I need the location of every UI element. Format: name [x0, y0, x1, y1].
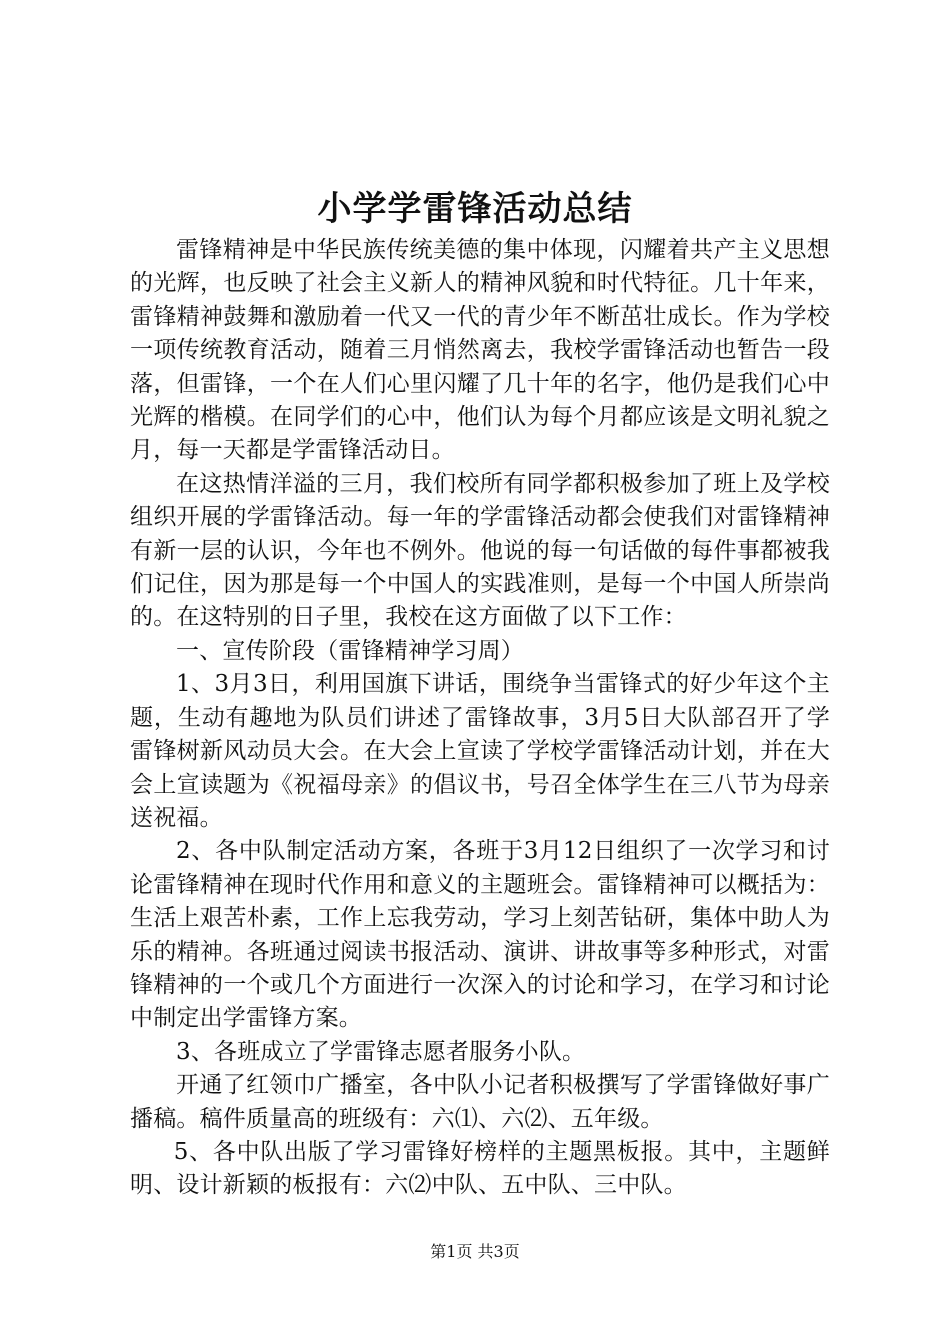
paragraph-item-5: 5、各中队出版了学习雷锋好榜样的主题黑板报。其中，主题鲜明、设计新颖的板报有：六⑵中队、五中队、三中队。: [130, 1138, 830, 1199]
paragraph-item-1: 1、3月3日，利用国旗下讲话，围绕争当雷锋式的好少年这个主题，生动有趣地为队员们讲述了雷锋故事，3月5日大队部召开了学雷锋树新风动员大会。在大会上宣读了学校学雷锋活动计划，并在大会上宣读题为《祝福母亲》的倡议书，号召全体学生在三八节为母亲送祝福。: [130, 671, 830, 831]
section-heading-publicity: 一、宣传阶段（雷锋精神学习周）: [176, 637, 524, 664]
paragraph-item-3: 3、各班成立了学雷锋志愿者服务小队。: [176, 1038, 586, 1065]
document-title: 小学学雷锋活动总结: [317, 189, 633, 229]
paragraph-march-activities: 在这热情洋溢的三月，我们校所有同学都积极参加了班上及学校组织开展的学雷锋活动。每一年的学雷锋活动都会使我们对雷锋精神有新一层的认识，今年也不例外。他说的每一句话做的每件事都被我们记住，因为那是每一个中国人的实践准则，是每一个中国人所崇尚的。在这特别的日子里，我校在这方面做了以下工作：: [130, 470, 830, 631]
paragraph-item-2: 2、各中队制定活动方案，各班于3月12日组织了一次学习和讨论雷锋精神在现时代作用和意义的主题班会。雷锋精神可以概括为：生活上艰苦朴素，工作上忘我劳动，学习上刻苦钻研，集体中助人为乐的精神。各班通过阅读书报活动、演讲、讲故事等多种形式，对雷锋精神的一个或几个方面进行一次深入的讨论和学习，在学习和讨论中制定出学雷锋方案。: [130, 838, 830, 1032]
paragraph-intro: 雷锋精神是中华民族传统美德的集中体现，闪耀着共产主义思想的光辉，也反映了社会主义新人的精神风貌和时代特征。几十年来，雷锋精神鼓舞和激励着一代又一代的青少年不断茁壮成长。作为学校一项传统教育活动，随着三月悄然离去，我校学雷锋活动也暂告一段落，但雷锋，一个在人们心里闪耀了几十年的名字，他仍是我们心中光辉的楷模。在同学们的心中，他们认为每个月都应该是文明礼貌之月，每一天都是学雷锋活动日。: [130, 237, 830, 464]
paragraph-broadcast: 开通了红领巾广播室，各中队小记者积极撰写了学雷锋做好事广播稿。稿件质量高的班级有：六⑴、六⑵、五年级。: [130, 1072, 830, 1132]
page-footer: 第1页 共3页: [430, 1242, 520, 1261]
document-body: [130, 234, 830, 1203]
